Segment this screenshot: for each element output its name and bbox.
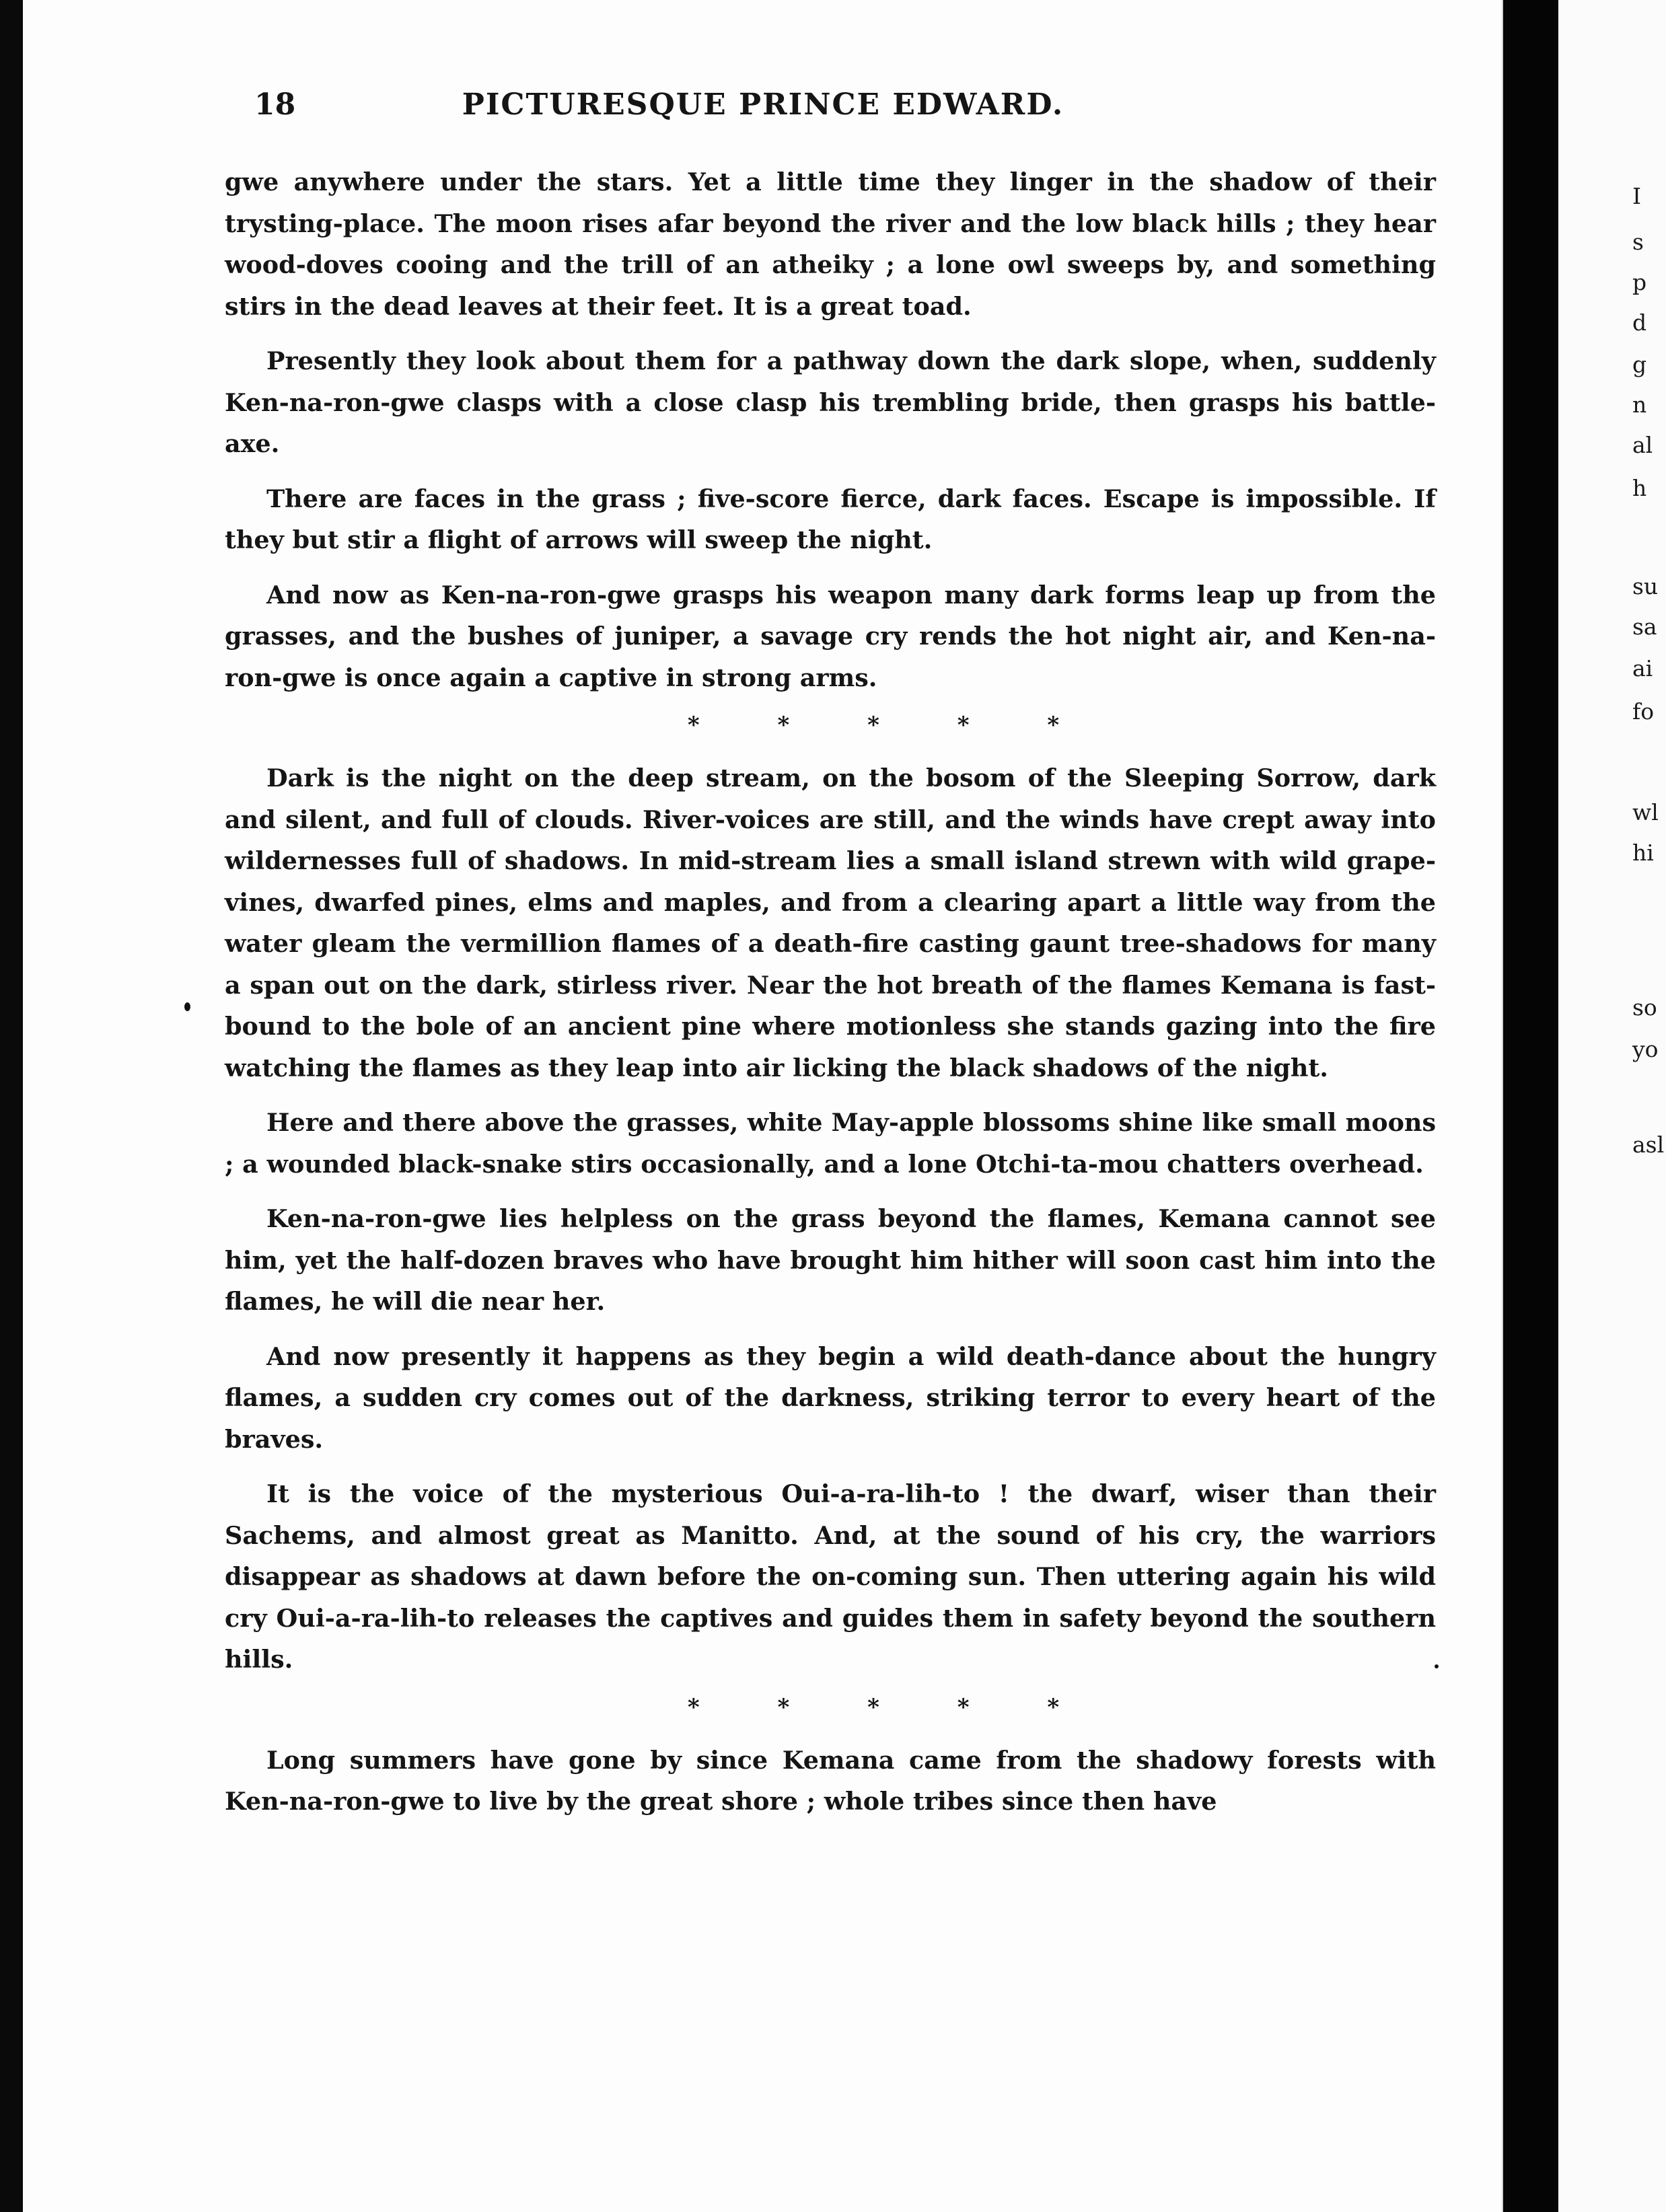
facing-line: asl: [1632, 1132, 1665, 1158]
paragraph-3: There are faces in the grass ; five-score fierce, dark faces. Escape is impossible. If they but stir a flight of arrows will sweep the night.: [225, 484, 1436, 554]
facing-line: p: [1632, 269, 1647, 295]
scan-speck: [1435, 1664, 1439, 1668]
scan-border-left: [0, 0, 23, 2212]
scan-border-center: [1503, 0, 1558, 2212]
paragraph-6: Here and there above the grasses, white May-apple blossoms shine like small moons ; a wounded black-snake stirs occasionally, and a lone Otchi-ta-mou chatters overhead.: [225, 1108, 1436, 1179]
paragraph-10: Long summers have gone by since Kemana came from the shadowy forests with Ken-na-ron-gwe to live by the great shore ; whole tribes since then have: [225, 1745, 1436, 1816]
book-page: [23, 0, 1503, 2212]
facing-line: h: [1632, 475, 1647, 501]
section-separator-2: * * * * *: [687, 1693, 1095, 1721]
facing-page-fragment: [1558, 0, 1666, 2212]
facing-line: s: [1632, 229, 1644, 255]
facing-line: sa: [1632, 614, 1657, 640]
paragraph-4: And now as Ken-na-ron-gwe grasps his weapon many dark forms leap up from the grasses, and the bushes of juniper, a savage cry rends the hot night air, and Ken-na-ron-gwe is once again a captive in strong arms.: [225, 580, 1436, 692]
paragraph-7: Ken-na-ron-gwe lies helpless on the grass beyond the flames, Kemana cannot see him, yet the half-dozen braves who have brought him hither will soon cast him into the flames, he will die near her.: [225, 1204, 1436, 1316]
facing-line: su: [1632, 573, 1659, 599]
facing-line: fo: [1632, 698, 1655, 725]
facing-line: yo: [1632, 1036, 1659, 1062]
page-header: [23, 81, 1503, 128]
facing-line: g: [1632, 351, 1647, 377]
section-separator-1: * * * * *: [687, 712, 1095, 739]
page-number: 18: [254, 87, 296, 122]
running-title: PICTURESQUE PRINCE EDWARD.: [462, 87, 1064, 122]
facing-line: I: [1632, 183, 1642, 209]
facing-line: ai: [1632, 655, 1653, 681]
paragraph-2: Presently they look about them for a pathway down the dark slope, when, suddenly Ken-na-ron-gwe clasps with a close clasp his trembling bride, then grasps his battle-axe.: [225, 346, 1436, 458]
facing-line: wl: [1632, 799, 1659, 825]
facing-line: al: [1632, 432, 1653, 458]
facing-line: n: [1632, 392, 1647, 418]
facing-line: so: [1632, 994, 1657, 1021]
body-text: [225, 161, 1436, 1836]
paragraph-9: It is the voice of the mysterious Oui-a-ra-lih-to ! the dwarf, wiser than their Sachems, and almost great as Manitto. And, at the sound of his cry, the warriors disappear as shadows at dawn before the on-coming sun. Then uttering again his wild cry Oui-a-ra-lih-to releases the captives and guides them in safety beyond the southern hills.: [225, 1479, 1436, 1674]
paragraph-1: gwe anywhere under the stars. Yet a little time they linger in the shadow of their trysting-place. The moon rises afar beyond the river and the low black hills ; they hear wood-doves cooing and the trill of an atheiky ; a lone owl sweeps by, and something stirs in the dead leaves at their feet. It is a great toad.: [225, 168, 1436, 321]
scan-speck: [184, 1002, 190, 1011]
paragraph-8: And now presently it happens as they begin a wild death-dance about the hungry flames, a sudden cry comes out of the darkness, striking terror to every heart of the braves.: [225, 1341, 1436, 1454]
paragraph-5: Dark is the night on the deep stream, on the bosom of the Sleeping Sorrow, dark and silent, and full of clouds. River-voices are still, and the winds have crept away into wildernesses full of shadows. In mid-stream lies a small island strewn with wild grape-vines, dwarfed pines, elms and maples, and from a clearing apart a little way from the water gleam the vermillion flames of a death-fire casting gaunt tree-shadows for many a span out on the dark, stirless river. Near the hot breath of the flames Kemana is fast-bound to the bole of an ancient pine where motionless she stands gazing into the fire watching the flames as they leap into air licking the black shadows of the night.: [225, 764, 1436, 1082]
facing-line: d: [1632, 309, 1647, 336]
facing-line: hi: [1632, 840, 1654, 866]
